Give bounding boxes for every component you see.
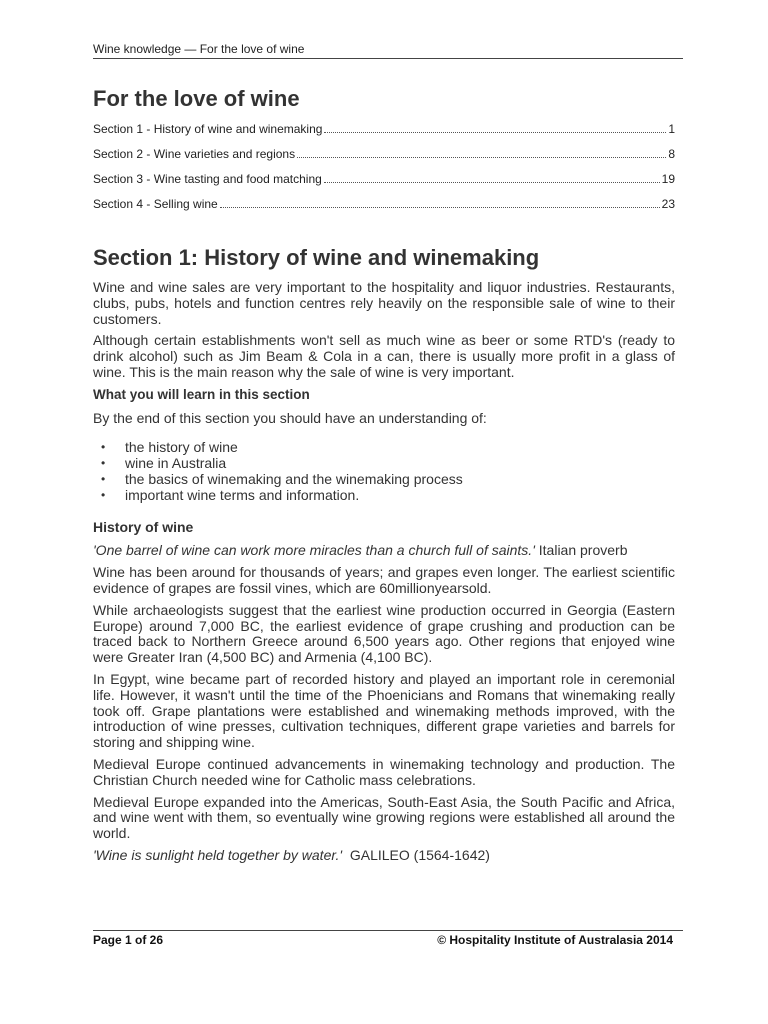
section-body [93, 280, 675, 870]
quote-source: Italian proverb [538, 542, 628, 559]
intro-paragraph: Wine and wine sales are very important to the hospitality and liquor industries. Restaurants, clubs, pubs, hotels and function centres rely heavily on the responsible sale of wine to their customers. [93, 279, 675, 327]
list-item: • important wine terms and information. [93, 488, 675, 504]
history-paragraph: Medieval Europe expanded into the Americas, South-East Asia, the South Pacific and Africa, and wine went with them, so eventually wine growing regions were established all around the world. [93, 793, 675, 842]
list-item: • the history of wine [93, 440, 675, 456]
history-heading: History of wine [93, 518, 194, 535]
quote-text: 'One barrel of wine can work more miracles than a church full of saints.' [93, 542, 535, 559]
quote-source: GALILEO (1564-1642) [349, 846, 490, 863]
history-paragraph: Wine has been around for thousands of years; and grapes even longer. The earliest scientific evidence of grapes are fossil vines, which are 60millionyearsold. [93, 564, 675, 596]
history-paragraph: Medieval Europe continued advancements in winemaking technology and production. The Christian Church needed wine for Catholic mass celebrations. [93, 755, 675, 788]
toc-leader-dots [220, 197, 660, 208]
quote-galileo [93, 848, 675, 864]
history-paragraph: In Egypt, wine became part of recorded history and played an important role in ceremonial life. However, it wasn't until the time of the Phoenicians and Romans that winemaking really took off. Grape plantations were established and winemaking methods improved, with the introduction of wine presses, cultivation techniques, different grape varieties and barrels for storing and shipping wine. [93, 670, 675, 751]
quote-proverb [93, 543, 675, 559]
toc-entry-label: Section 4 - Selling wine [93, 197, 218, 211]
toc-entry-page: 8 [668, 147, 675, 161]
page-number: Page 1 of 26 [93, 933, 164, 947]
learn-intro: By the end of this section you should have an understanding of: [93, 409, 487, 426]
toc-entry-section-1[interactable] [93, 122, 675, 147]
intro-paragraph: Although certain establishments won't sell as much wine as beer or some RTD's (ready to drink alcohol) such as Jim Beam & Cola in a can, there is usually more profit in a glass of wine. This is the main reason why the sale of wine is very important. [93, 332, 675, 380]
toc-leader-dots [297, 147, 666, 158]
document-title: For the love of wine [93, 86, 300, 111]
copyright-notice: © Hospitality Institute of Australasia 2014 [437, 933, 673, 947]
toc-leader-dots [324, 172, 660, 183]
toc-entry-label: Section 2 - Wine varieties and regions [93, 147, 296, 161]
history-paragraph: While archaeologists suggest that the earliest wine production occurred in Georgia (Eastern Europe) around 7,000 BC, the earliest evidence of grape crushing and production can be traced back to Northern Greece around 6,500 years ago. Other regions that enjoyed wine were Greater Iran (4,500 BC) and Armenia (4,100 BC). [93, 601, 675, 666]
table-of-contents [93, 122, 675, 222]
toc-entry-page: 23 [661, 197, 675, 211]
toc-entry-label: Section 1 - History of wine and winemaking [93, 122, 323, 136]
list-item: • wine in Australia [93, 456, 675, 472]
quote-text: 'Wine is sunlight held together by water.' [93, 846, 343, 863]
section-heading: Section 1: History of wine and winemaking [93, 245, 540, 270]
toc-leader-dots [324, 122, 666, 133]
toc-entry-section-4[interactable] [93, 197, 675, 222]
running-footer [93, 930, 683, 947]
toc-entry-page: 1 [668, 122, 675, 136]
toc-entry-section-2[interactable] [93, 147, 675, 172]
toc-entry-section-3[interactable] [93, 172, 675, 197]
learn-heading: What you will learn in this section [93, 386, 310, 402]
toc-entry-page: 19 [661, 172, 675, 186]
list-item: • the basics of winemaking and the winemaking process [93, 472, 675, 488]
learn-list [93, 440, 675, 503]
toc-entry-label: Section 3 - Wine tasting and food matching [93, 172, 322, 186]
running-header: Wine knowledge — For the love of wine [93, 42, 683, 59]
